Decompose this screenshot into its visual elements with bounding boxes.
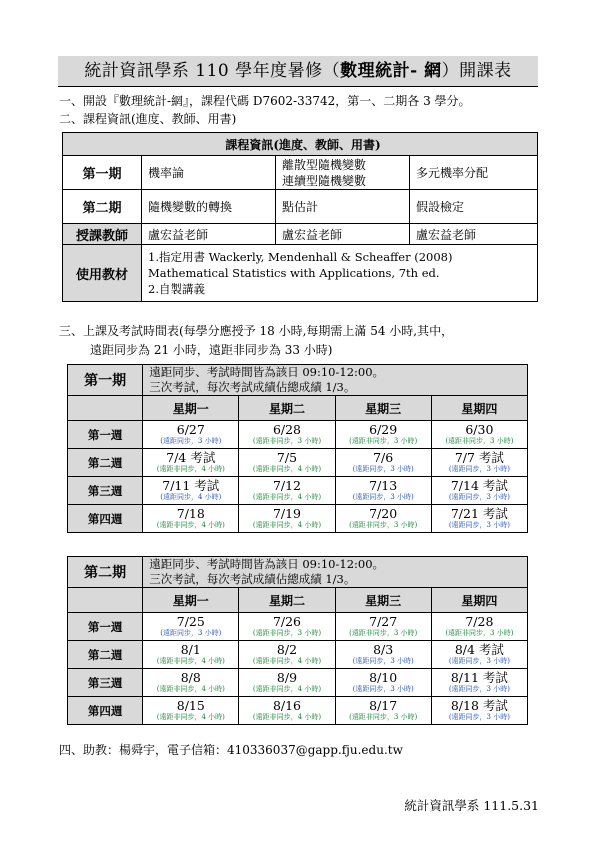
schedule-cell [431, 477, 527, 505]
class-mode: (遠距非同步，4 小時) [252, 685, 322, 693]
period-1-topic-1: 機率論 [142, 156, 276, 190]
class-mode: (遠距非同步，3 小時) [252, 437, 322, 445]
class-date: 7/18 [176, 506, 205, 521]
phase-note-line-2: 三次考試，每次考試成績佔總成績 1/3。 [149, 380, 356, 394]
day-header-blank [68, 396, 143, 421]
class-mode: (遠距非同步，4 小時) [252, 657, 322, 665]
teacher-1: 盧宏益老師 [142, 224, 276, 245]
class-mode: (遠距非同步，4 小時) [252, 713, 322, 721]
week-label: 第二週 [68, 641, 143, 669]
schedule-cell [143, 697, 239, 725]
class-date: 8/1 [180, 642, 201, 657]
phase-1-schedule [67, 364, 528, 533]
class-date: 7/21 考試 [450, 506, 508, 521]
class-date: 7/11 考試 [162, 478, 220, 493]
week-label: 第三週 [68, 477, 143, 505]
schedule-cell [239, 477, 335, 505]
class-date: 8/2 [276, 642, 298, 657]
class-mode: (遠距同步，3 小時) [352, 657, 414, 665]
class-date: 8/8 [180, 670, 201, 685]
schedule-cell [143, 421, 239, 449]
class-date: 6/28 [272, 422, 302, 437]
footer-date: 統計資訊學系 111.5.31 [404, 798, 539, 813]
week-label: 第二週 [68, 449, 143, 477]
class-mode: (遠距同步，3 小時) [352, 465, 414, 473]
schedule-cell [143, 613, 239, 641]
class-date: 8/3 [373, 642, 394, 657]
class-date: 6/29 [369, 422, 398, 437]
class-mode: (遠距非同步，4 小時) [252, 521, 322, 529]
day-header: 星期三 [335, 396, 431, 421]
class-date: 8/4 考試 [454, 642, 504, 657]
class-mode: (遠距非同步，3 小時) [349, 521, 418, 529]
schedule-cell [335, 669, 431, 697]
schedule-cell [239, 613, 335, 641]
class-date: 8/15 [176, 698, 205, 713]
course-table-header: 課程資訊(進度、教師、用書) [63, 133, 538, 156]
period-2-label: 第二期 [63, 190, 142, 224]
week-row [68, 641, 528, 669]
section-1-text: 一、開設『數理統計-網』，課程代碼 D7602-33742，第一、二期各 3 學分。 [59, 94, 471, 108]
week-label: 第一週 [68, 613, 143, 641]
schedule-cell [143, 505, 239, 533]
schedule-cell [239, 449, 335, 477]
schedule-cell [335, 477, 431, 505]
page-title [58, 56, 538, 87]
class-mode: (遠距同步，3 小時) [352, 493, 414, 501]
class-date: 8/10 [369, 670, 398, 685]
class-date: 8/16 [272, 698, 302, 713]
class-date: 7/20 [369, 506, 398, 521]
class-date: 7/25 [176, 614, 205, 629]
period-2-topic-3: 假設檢定 [410, 190, 538, 224]
schedule-cell [143, 449, 239, 477]
class-mode: (遠距非同步，3 小時) [252, 629, 322, 637]
class-mode: (遠距非同步，4 小時) [156, 657, 225, 665]
textbook-line-1: 1.指定用書 Wackerly, Mendenhall & Scheaffer (2008) [148, 250, 453, 264]
day-header: 星期二 [239, 396, 335, 421]
schedule-cell [335, 449, 431, 477]
class-mode: (遠距同步，3 小時) [160, 437, 222, 445]
teacher-3: 盧宏益老師 [410, 224, 538, 245]
class-date: 8/11 考試 [450, 670, 508, 685]
day-header-blank [68, 588, 143, 613]
day-header: 星期三 [335, 588, 431, 613]
class-mode: (遠距同步，3 小時) [448, 521, 510, 529]
day-header: 星期二 [239, 588, 335, 613]
schedule-cell [431, 669, 527, 697]
textbook-line-3: 2.自製講義 [148, 282, 205, 296]
class-date: 6/27 [176, 422, 205, 437]
phase-label: 第二期 [68, 557, 143, 588]
class-mode: (遠距同步，4 小時) [160, 493, 222, 501]
teacher-label: 授課教師 [63, 224, 142, 245]
schedule-cell [431, 505, 527, 533]
schedule-cell [239, 505, 335, 533]
class-mode: (遠距非同步，4 小時) [252, 493, 322, 501]
day-header: 星期四 [431, 588, 527, 613]
schedule-cell [143, 477, 239, 505]
week-row [68, 613, 528, 641]
class-date: 7/4 考試 [166, 450, 216, 465]
week-row [68, 697, 528, 725]
section-3-heading: 三、上課及考試時間表(每學分應授予 18 小時,每期需上滿 54 小時,其中， [59, 324, 454, 338]
class-date: 7/19 [272, 506, 302, 521]
period-1-topic-2a: 離散型隨機變數 [282, 157, 367, 172]
class-date: 7/6 [373, 450, 394, 465]
class-mode: (遠距非同步，3 小時) [445, 629, 514, 637]
week-label: 第四週 [68, 697, 143, 725]
class-mode: (遠距非同步，3 小時) [349, 437, 418, 445]
section-3-heading-cont: 遠距同步為 21 小時，遠距非同步為 33 小時) [90, 343, 333, 357]
title-suffix: ）開課表 [441, 61, 512, 81]
phase-note-line-2: 三次考試，每次考試成績佔總成績 1/3。 [149, 572, 356, 586]
schedule-cell [431, 641, 527, 669]
textbook-line-2: Mathematical Statistics with Applications, 7th ed. [148, 266, 440, 280]
week-row [68, 449, 528, 477]
week-row [68, 477, 528, 505]
week-row [68, 505, 528, 533]
class-date: 7/28 [465, 614, 494, 629]
day-header: 星期一 [143, 396, 239, 421]
week-row [68, 669, 528, 697]
schedule-cell [431, 697, 527, 725]
day-header: 星期一 [143, 588, 239, 613]
period-1-topic-3: 多元機率分配 [410, 156, 538, 190]
textbook-info [142, 245, 538, 302]
phase-note [143, 557, 528, 588]
section-2-heading: 二、課程資訊(進度、教師、用書) [59, 112, 237, 126]
schedule-cell [143, 641, 239, 669]
class-date: 7/5 [276, 450, 298, 465]
schedule-cell [335, 421, 431, 449]
schedule-cell [431, 421, 527, 449]
class-mode: (遠距非同步，4 小時) [156, 521, 225, 529]
textbook-label: 使用教材 [63, 245, 142, 302]
schedule-cell [335, 613, 431, 641]
class-mode: (遠距非同步，3 小時) [445, 437, 514, 445]
class-date: 8/17 [369, 698, 398, 713]
week-label: 第四週 [68, 505, 143, 533]
schedule-cell [239, 641, 335, 669]
class-date: 7/14 考試 [450, 478, 508, 493]
class-mode: (遠距非同步，3 小時) [349, 629, 418, 637]
period-2-topic-2: 點估計 [276, 190, 410, 224]
class-mode: (遠距非同步，4 小時) [156, 465, 225, 473]
class-date: 8/9 [276, 670, 298, 685]
week-label: 第一週 [68, 421, 143, 449]
class-date: 7/12 [272, 478, 302, 493]
class-mode: (遠距非同步，3 小時) [349, 713, 418, 721]
period-1-topic-2 [276, 156, 410, 190]
class-mode: (遠距非同步，4 小時) [156, 713, 225, 721]
period-1-label: 第一期 [63, 156, 142, 190]
schedule-cell [239, 421, 335, 449]
class-date: 7/7 考試 [454, 450, 504, 465]
week-row [68, 421, 528, 449]
period-1-topic-2b: 連續型隨機變數 [282, 173, 367, 188]
class-mode: (遠距同步，3 小時) [448, 713, 510, 721]
class-date: 7/13 [369, 478, 398, 493]
class-mode: (遠距同步，3 小時) [448, 657, 510, 665]
schedule-cell [239, 697, 335, 725]
teacher-2: 盧宏益老師 [276, 224, 410, 245]
title-course-name: 數理統計- 網 [340, 61, 442, 81]
title-prefix: 統計資訊學系 110 學年度暑修（ [84, 61, 341, 81]
class-mode: (遠距同步，3 小時) [448, 685, 510, 693]
class-mode: (遠距同步，3 小時) [352, 685, 414, 693]
phase-note-line-1: 遠距同步、考試時間皆為該日 09:10-12:00。 [149, 365, 385, 379]
schedule-cell [143, 669, 239, 697]
class-date: 7/26 [272, 614, 302, 629]
class-date: 6/30 [465, 422, 494, 437]
class-mode: (遠距同步，3 小時) [160, 629, 222, 637]
phase-note-line-1: 遠距同步、考試時間皆為該日 09:10-12:00。 [149, 557, 385, 571]
schedule-cell [431, 613, 527, 641]
phase-label: 第一期 [68, 365, 143, 396]
class-date: 7/27 [369, 614, 398, 629]
class-mode: (遠距非同步，4 小時) [252, 465, 322, 473]
period-2-topic-1: 隨機變數的轉換 [142, 190, 276, 224]
schedule-cell [431, 449, 527, 477]
class-mode: (遠距同步，3 小時) [448, 465, 510, 473]
class-date: 8/18 考試 [450, 698, 508, 713]
schedule-cell [239, 669, 335, 697]
day-header: 星期四 [431, 396, 527, 421]
schedule-cell [335, 697, 431, 725]
class-mode: (遠距同步，3 小時) [448, 493, 510, 501]
schedule-cell [335, 641, 431, 669]
phase-note [143, 365, 528, 396]
week-label: 第三週 [68, 669, 143, 697]
course-info-table [62, 132, 538, 302]
phase-2-schedule [67, 556, 528, 725]
class-mode: (遠距非同步，4 小時) [156, 685, 225, 693]
section-4-assistant: 四、助教：楊舜宇，電子信箱：410336037@gapp.fju.edu.tw [59, 743, 403, 757]
schedule-cell [335, 505, 431, 533]
